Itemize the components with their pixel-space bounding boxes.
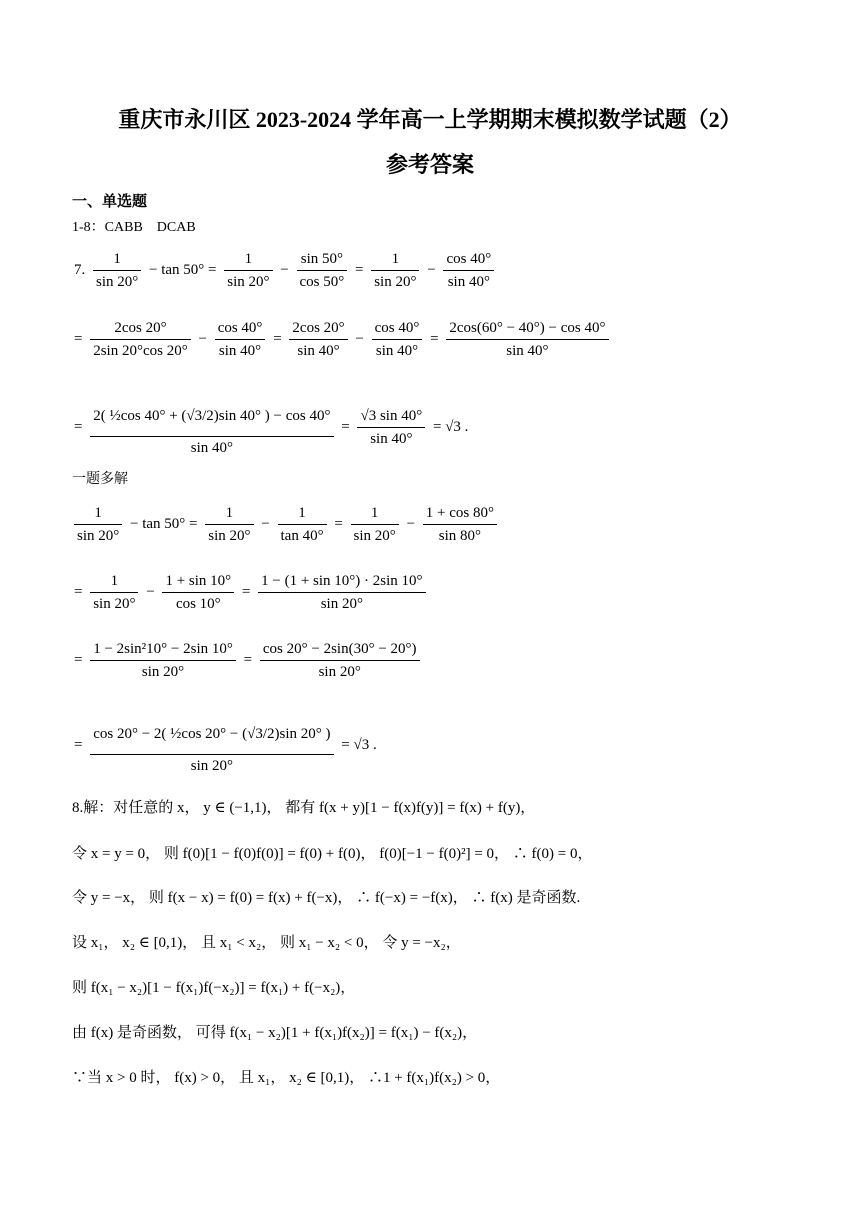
q8-line-1: 8.解：对任意的 x， y ∈ (−1,1)， 都有 f(x + y)[1 − f(x)f(y)] = f(x) + f(y)，: [72, 800, 536, 816]
numerator: 1: [74, 502, 122, 525]
fraction: [90, 638, 236, 683]
denominator: sin 20°: [96, 274, 139, 290]
numerator: 1 − 2sin²10° − 2sin 10°: [90, 638, 236, 661]
alt-solution-label: 一题多解: [72, 472, 128, 487]
numerator: 2cos(60° − 40°) − cos 40°: [446, 317, 608, 340]
numerator: 2( ½cos 40° + (√3/2)sin 40° ) − cos 40°: [90, 396, 333, 437]
expr: − tan 50° =: [130, 516, 198, 532]
fraction: [446, 317, 608, 362]
fraction: [162, 570, 234, 615]
denominator: sin 20°: [190, 758, 233, 774]
q8-line-2: 令 x = y = 0， 则 f(0)[1 − f(0)f(0)] = f(0) + f(0)， f(0)[−1 − f(0)²] = 0， ∴ f(0) = 0，: [72, 846, 593, 862]
denominator: sin 20°: [227, 274, 270, 290]
operator: =: [430, 331, 439, 347]
q8-line-4: 设 x₁， x₂ ∈ [0,1)， 且 x₁ < x₂， 则 x₁ − x₂ < 0， 令 y = −x₂，: [72, 935, 461, 951]
fraction: [74, 502, 122, 547]
fraction: [443, 248, 494, 293]
numerator: 1: [371, 248, 419, 271]
fraction: [297, 248, 348, 293]
fraction: [258, 570, 425, 615]
operator: =: [355, 262, 364, 278]
numerator: cos 40°: [215, 317, 266, 340]
numerator: 1 + cos 80°: [423, 502, 497, 525]
denominator: cos 10°: [175, 596, 221, 612]
fraction: [351, 502, 399, 547]
numerator: 1: [205, 502, 253, 525]
operator: −: [406, 516, 416, 532]
operator: =: [241, 584, 251, 600]
fraction: [278, 502, 327, 547]
fraction: [215, 317, 266, 362]
numerator: 2cos 20°: [289, 317, 347, 340]
fraction: [372, 317, 423, 362]
alt-line-4: [72, 714, 379, 777]
page-title: 重庆市永川区 2023-2024 学年高一上学期期末模拟数学试题（2）: [118, 107, 742, 132]
answer-key: 1-8：CABB DCAB: [72, 220, 196, 235]
denominator: sin 80°: [438, 528, 482, 544]
page-subtitle: 参考答案: [385, 152, 474, 177]
denominator: sin 40°: [370, 431, 413, 447]
fraction: [93, 248, 141, 293]
operator: −: [146, 584, 155, 600]
denominator: sin 20°: [93, 596, 136, 612]
numerator: 1: [278, 502, 327, 525]
fraction: [371, 248, 419, 293]
numerator: 1 + sin 10°: [162, 570, 234, 593]
denominator: tan 40°: [280, 528, 324, 544]
numerator: 1: [90, 570, 138, 593]
q8-line-7: ∵当 x > 0 时， f(x) > 0， 且 x₁， x₂ ∈ [0,1)， ∴1 + f(x₁)f(x₂) > 0，: [72, 1070, 501, 1086]
operator: =: [74, 737, 83, 753]
numerator: cos 40°: [443, 248, 494, 271]
alt-line-3: [72, 638, 422, 683]
fraction: [224, 248, 272, 293]
operator: −: [261, 516, 270, 532]
fraction: [90, 396, 333, 459]
numerator: 1 − (1 + sin 10°) · 2sin 10°: [258, 570, 425, 593]
numerator: 2cos 20°: [90, 317, 191, 340]
numerator: √3 sin 40°: [357, 405, 425, 428]
alt-line-1: [72, 502, 499, 547]
section-heading: 一、单选题: [72, 194, 148, 210]
denominator: sin 20°: [77, 528, 120, 544]
denominator: 2sin 20°cos 20°: [93, 343, 188, 359]
operator: =: [243, 652, 253, 668]
denominator: sin 40°: [297, 343, 340, 359]
denominator: sin 40°: [375, 343, 419, 359]
operator: −: [427, 262, 436, 278]
fraction: [90, 714, 333, 777]
denominator: sin 40°: [190, 440, 233, 456]
fraction: [423, 502, 497, 547]
operator: =: [74, 419, 83, 435]
fraction: [260, 638, 420, 683]
numerator: 1: [224, 248, 272, 271]
fraction: [289, 317, 347, 362]
expr: − tan 50° =: [149, 262, 217, 278]
q7-label: 7.: [74, 262, 86, 278]
q8-line-6: 由 f(x) 是奇函数， 可得 f(x₁ − x₂)[1 + f(x₁)f(x₂)] = f(x₁) − f(x₂)，: [72, 1025, 478, 1041]
denominator: sin 20°: [318, 664, 361, 680]
operator: =: [341, 419, 350, 435]
operator: −: [198, 331, 207, 347]
numerator: cos 20° − 2sin(30° − 20°): [260, 638, 420, 661]
fraction: [90, 317, 191, 362]
denominator: sin 20°: [208, 528, 251, 544]
q7-line-2: [72, 317, 611, 362]
numerator: cos 40°: [372, 317, 423, 340]
fraction: [205, 502, 253, 547]
denominator: sin 40°: [447, 274, 490, 290]
denominator: sin 20°: [320, 596, 363, 612]
q7-line-3: [72, 396, 470, 459]
denominator: sin 20°: [141, 664, 185, 680]
denominator: sin 40°: [218, 343, 262, 359]
operator: =: [334, 516, 343, 532]
denominator: sin 40°: [506, 343, 549, 359]
q7-line-1: [72, 248, 496, 293]
denominator: sin 20°: [353, 528, 396, 544]
q8-line-3: 令 y = −x， 则 f(x − x) = f(0) = f(x) + f(−x)， ∴ f(−x) = −f(x)， ∴ f(x) 是奇函数.: [72, 890, 581, 906]
denominator: cos 50°: [299, 274, 345, 290]
operator: =: [74, 652, 83, 668]
numerator: sin 50°: [297, 248, 348, 271]
operator: −: [280, 262, 289, 278]
expr: = √3 .: [341, 737, 377, 753]
numerator: 1: [93, 248, 141, 271]
q8-line-5: 则 f(x₁ − x₂)[1 − f(x₁)f(−x₂)] = f(x₁) + f(−x₂)，: [72, 980, 356, 996]
expr: = √3 .: [432, 419, 469, 435]
numerator: 1: [351, 502, 399, 525]
operator: =: [273, 331, 282, 347]
fraction: [357, 405, 425, 450]
operator: =: [74, 331, 83, 347]
numerator: cos 20° − 2( ½cos 20° − (√3/2)sin 20° ): [90, 714, 333, 755]
fraction: [90, 570, 138, 615]
operator: −: [355, 331, 364, 347]
denominator: sin 20°: [374, 274, 417, 290]
alt-line-2: [72, 570, 428, 615]
operator: =: [74, 584, 83, 600]
